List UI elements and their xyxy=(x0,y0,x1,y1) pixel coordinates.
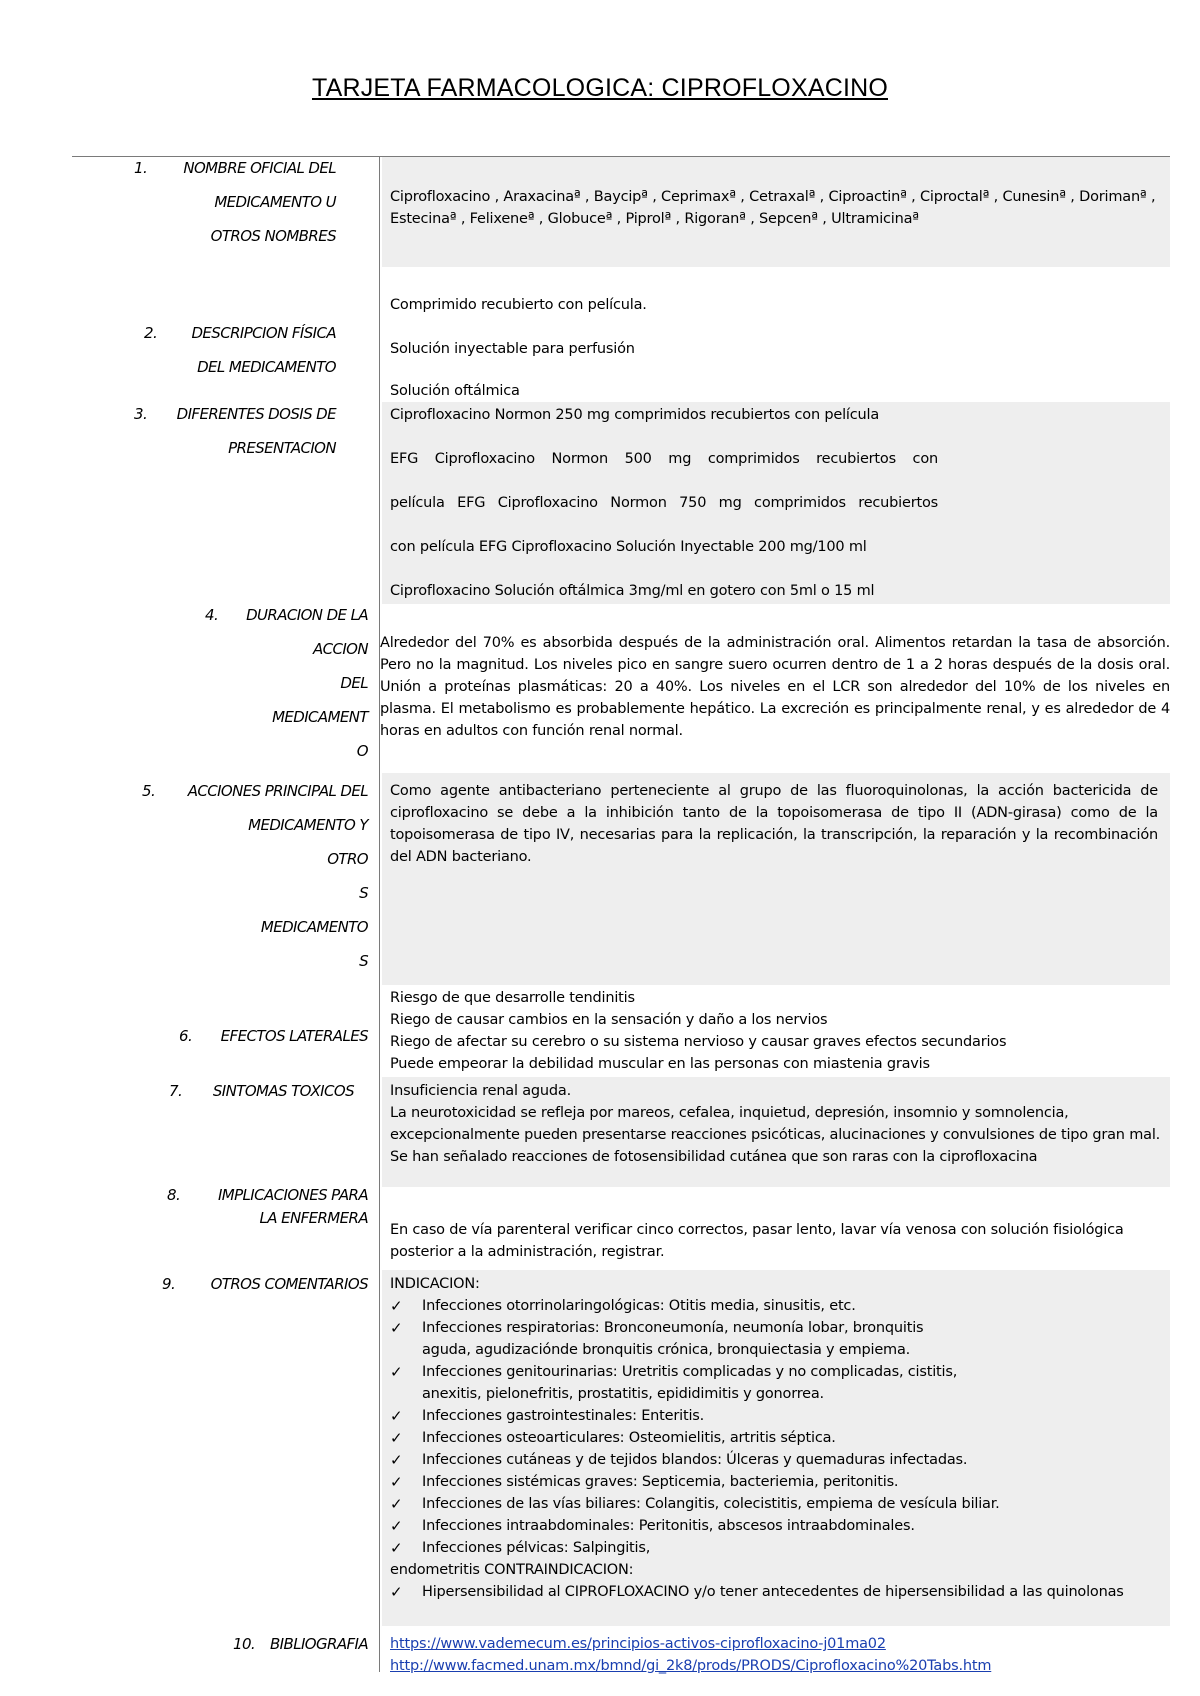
row-number: 3. xyxy=(134,405,148,423)
content-line: Riego de causar cambios en la sensación y daño a los nervios xyxy=(390,1012,828,1028)
row-8-label xyxy=(167,1184,368,1230)
bibliography-link[interactable]: http://www.facmed.unam.mx/bmnd/gi_2k8/prods/PRODS/Ciprofloxacino%20Tabs.htm xyxy=(390,1658,992,1674)
content-line: Ciprofloxacino Solución oftálmica 3mg/ml en gotero con 5ml o 15 ml xyxy=(390,583,875,599)
content-line: Riesgo de que desarrolle tendinitis xyxy=(390,990,635,1006)
content-line: Puede empeorar la debilidad muscular en las personas con miastenia gravis xyxy=(390,1056,930,1072)
label-line: DIFERENTES DOSIS DE xyxy=(176,405,336,423)
label-line: DURACION DE LA xyxy=(246,606,368,624)
label-line: MEDICAMENTO U xyxy=(214,193,336,211)
content-line: Ciprofloxacino Normon 250 mg comprimidos recubiertos con película xyxy=(390,407,880,423)
label-line: SINTOMAS TOXICOS xyxy=(212,1082,354,1100)
label-line: ACCIONES PRINCIPAL DEL xyxy=(187,782,368,800)
row-5-content: Como agente antibacteriano perteneciente al grupo de las fluoroquinolonas, la acción bactericida de ciprofloxacino se debe a la inhibición tanto de la topoisomerasa de tipo II (ADN-girasa) como de la topoisomerasa de tipo IV, necesarias para la replicación, la transcripción, la reparación y la recombinación del ADN bacteriano. xyxy=(390,783,1158,865)
label-line: DESCRIPCION FÍSICA xyxy=(191,324,336,342)
row-number: 7. xyxy=(169,1082,183,1100)
indicacion-item: ✓ Infecciones de las vías biliares: Colangitis, colecistitis, empiema de vesícula biliar. xyxy=(390,1493,1112,1515)
content-line: con película EFG Ciprofloxacino Solución Inyectable 200 mg/100 ml xyxy=(390,539,867,555)
row-10-content xyxy=(390,1633,1170,1677)
row-1-content xyxy=(390,186,1170,230)
row-number: 10. xyxy=(233,1635,256,1653)
label-line: BIBLIOGRAFIA xyxy=(269,1635,368,1653)
bibliography-link[interactable]: https://www.vademecum.es/principios-activos-ciprofloxacino-j01ma02 xyxy=(390,1636,886,1652)
content-line: Se han señalado reacciones de fotosensibilidad cutánea que son raras con la ciprofloxacina xyxy=(390,1149,1038,1165)
label-line: OTROS NOMBRES xyxy=(210,227,336,245)
label-line: O xyxy=(356,742,368,760)
content-line: EFG Ciprofloxacino Normon 500 mg comprimidos recubiertos con xyxy=(390,451,938,467)
row-3-label xyxy=(134,397,336,465)
content-line: Estecinaª , Felixeneª , Globuceª , Piprolª , Rigoranª , Sepcenª , Ultramicinaª xyxy=(390,211,919,227)
row-4-content: Alrededor del 70% es absorbida después de la administración oral. Alimentos retardan la tasa de absorción. Pero no la magnitud. Los niveles pico en sangre suero ocurren dentro de 1 a 2 horas después de la dosis oral. Unión a proteínas plasmáticas: 20 a 40%. Los niveles en el LCR son alrededor del 10% de los niveles en plasma. El metabolismo es probablemente hepático. La excreción es principalmente renal, y es alrededor de 4 horas en adultos con función renal normal. xyxy=(380,635,1170,739)
row-number: 2. xyxy=(144,324,158,342)
indicacion-item: ✓ Infecciones otorrinolaringológicas: Otitis media, sinusitis, etc. xyxy=(390,1295,970,1317)
label-line: OTRO xyxy=(327,850,368,868)
page-title: TARJETA FARMACOLOGICA: CIPROFLOXACINO xyxy=(311,74,888,102)
content-line: película EFG Ciprofloxacino Normon 750 mg comprimidos recubiertos xyxy=(390,495,938,511)
label-line: LA ENFERMERA xyxy=(259,1209,368,1227)
label-line: S xyxy=(359,884,368,902)
row-4-label xyxy=(205,598,368,768)
row-10-label xyxy=(233,1627,368,1661)
row-8-content: En caso de vía parenteral verificar cinco correctos, pasar lento, lavar vía venosa con solución fisiológica posterior a la administración, registrar. xyxy=(390,1222,1124,1260)
row-9-label xyxy=(162,1267,368,1301)
row-7-label xyxy=(169,1074,354,1108)
row-number: 6. xyxy=(179,1027,193,1045)
indicacion-item: ✓ Infecciones respiratorias: Bronconeumonía, neumonía lobar, bronquitis aguda, agudizaciónde bronquitis crónica, bronquiectasia y empiema. xyxy=(390,1317,970,1361)
row-3-content xyxy=(390,404,938,602)
row-number: 5. xyxy=(142,782,156,800)
contraindicacion-heading: endometritis CONTRAINDICACION: xyxy=(390,1562,634,1578)
row-9-content xyxy=(390,1273,1170,1603)
label-line: MEDICAMENTO xyxy=(260,918,368,936)
content-line: Solución inyectable para perfusión xyxy=(390,341,635,357)
row-number: 9. xyxy=(162,1275,176,1293)
label-line: MEDICAMENTO Y xyxy=(248,816,368,834)
row-number: 8. xyxy=(167,1186,181,1204)
row-7-content xyxy=(390,1080,1162,1168)
label-line: MEDICAMENT xyxy=(272,708,368,726)
row-1-label xyxy=(134,151,336,253)
content-line: Riego de afectar su cerebro o su sistema nervioso y causar graves efectos secundarios xyxy=(390,1034,1007,1050)
row-6-content xyxy=(390,987,1180,1075)
content-line: Comprimido recubierto con película. xyxy=(390,297,647,313)
label-line: NOMBRE OFICIAL DEL xyxy=(183,159,336,177)
label-line: IMPLICACIONES PARA xyxy=(217,1186,368,1204)
row-2-label xyxy=(144,316,336,384)
contraindicacion-item: ✓ Hipersensibilidad al CIPROFLOXACINO y/o tener antecedentes de hipersensibilidad a las quinolonas xyxy=(390,1581,1200,1603)
indicacion-item: ✓ Infecciones osteoarticulares: Osteomielitis, artritis séptica. xyxy=(390,1427,970,1449)
indicacion-item: ✓ Infecciones pélvicas: Salpingitis, xyxy=(390,1537,970,1559)
content-line: Ciprofloxacino , Araxacinaª , Baycipª , Ceprimaxª , Cetraxalª , Ciproactinª , Ciproctalª , Cunesinª , Dorimanª , xyxy=(390,189,1156,205)
label-line: DEL MEDICAMENTO xyxy=(197,358,336,376)
row-2-content xyxy=(390,294,1170,402)
row-5-label xyxy=(142,774,368,978)
indicacion-item: ✓ Infecciones sistémicas graves: Septicemia, bacteriemia, peritonitis. xyxy=(390,1471,1042,1493)
indicacion-item: ✓ Infecciones intraabdominales: Peritonitis, abscesos intraabdominales. xyxy=(390,1515,1042,1537)
label-line: OTROS COMENTARIOS xyxy=(210,1275,368,1293)
content-line: Solución oftálmica xyxy=(390,383,520,399)
label-line: S xyxy=(359,952,368,970)
indicacion-list xyxy=(390,1295,1000,1559)
content-line: Insuficiencia renal aguda. xyxy=(390,1083,572,1099)
label-line: PRESENTACION xyxy=(228,439,336,457)
row-number: 4. xyxy=(205,606,219,624)
indicacion-heading: INDICACION: xyxy=(390,1276,480,1292)
label-line: DEL xyxy=(340,674,368,692)
indicacion-item: ✓ Infecciones gastrointestinales: Enteritis. xyxy=(390,1405,970,1427)
row-6-label xyxy=(179,1019,368,1053)
content-line: La neurotoxicidad se refleja por mareos, cefalea, inquietud, depresión, insomnio y somnolencia, excepcionalmente pueden presentarse reacciones psicóticas, alucinaciones y convulsiones de tipo gran mal. xyxy=(390,1105,1161,1143)
label-line: ACCION xyxy=(312,640,368,658)
indicacion-item: ✓ Infecciones cutáneas y de tejidos blandos: Úlceras y quemaduras infectadas. xyxy=(390,1449,1042,1471)
indicacion-item: ✓ Infecciones genitourinarias: Uretritis complicadas y no complicadas, cistitis, anexitis, pielonefritis, prostatitis, epididimitis y gonorrea. xyxy=(390,1361,970,1405)
label-line: EFECTOS LATERALES xyxy=(220,1027,368,1045)
column-divider xyxy=(379,157,380,1672)
row-number: 1. xyxy=(134,159,148,177)
